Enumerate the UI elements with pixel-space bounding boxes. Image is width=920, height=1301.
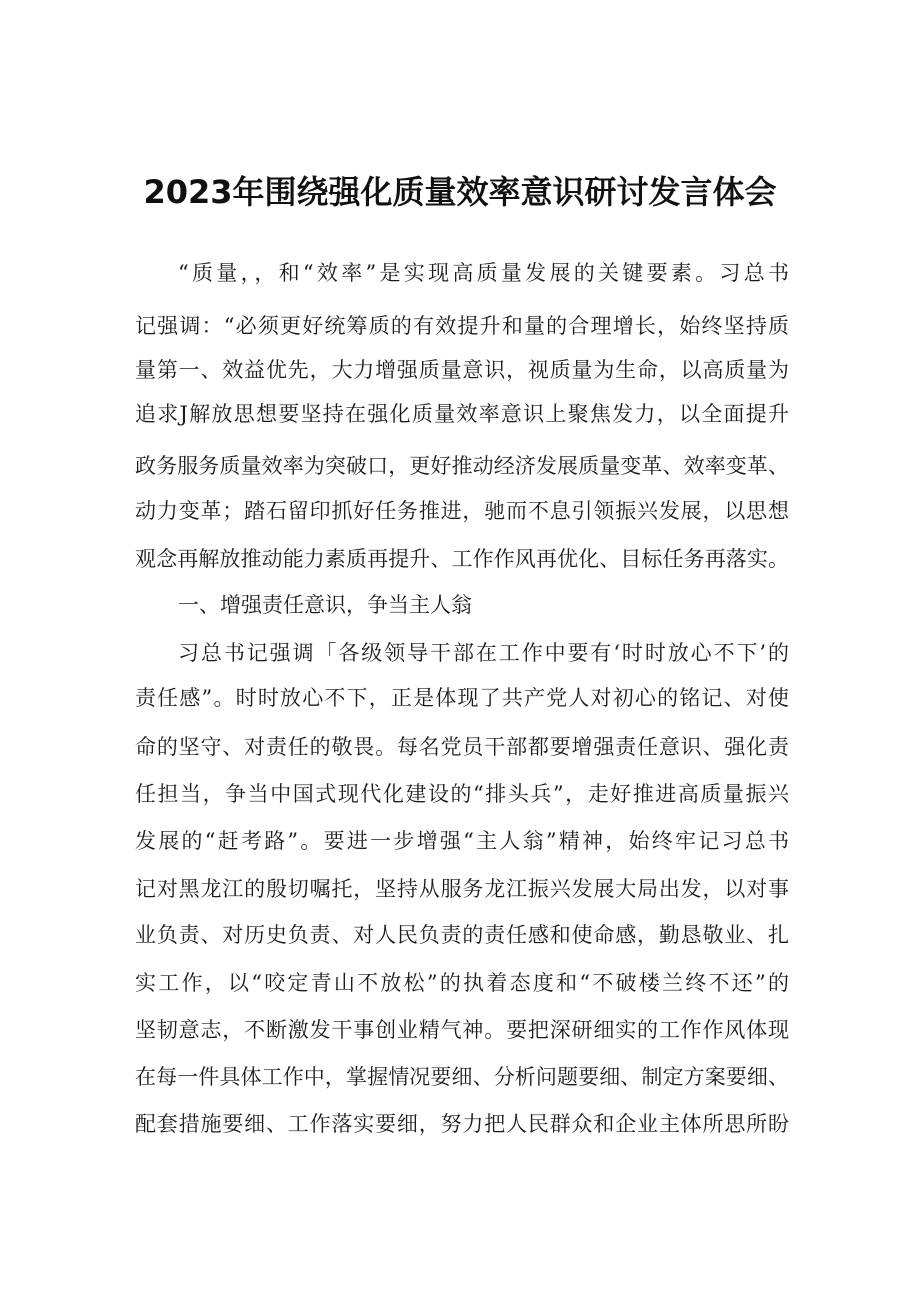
paragraph-line: 命的坚守、对责任的敬畏。每名党员干部都要增强责任意识、强化责	[135, 735, 789, 759]
section-heading: 一、增强责任意识，争当主人翁	[178, 593, 472, 617]
paragraph-line: “质量，，和“效率”是实现高质量发展的关键要素。习总书	[178, 261, 789, 285]
paragraph-line: 习总书记强调「各级领导干部在工作中要有‘时时放心不下’的	[178, 641, 789, 665]
paragraph-line: 追求J解放思想要坚持在强化质量效率意识上聚焦发力，以全面提升	[135, 402, 789, 426]
paragraph-line: 责任感”。时时放心不下，正是体现了共产党人对初心的铭记、对使	[135, 686, 789, 710]
paragraph-line: 动力变革；踏石留印抓好任务推进，驰而不息引领振兴发展，以思想	[135, 499, 789, 523]
paragraph-line: 业负责、对历史负责、对人民负责的责任感和使命感，勤恳敬业、扎	[135, 923, 789, 947]
paragraph-line: 记强调：“必须更好统筹质的有效提升和量的合理增长，始终坚持质	[135, 314, 789, 338]
paragraph-line: 在每一件具体工作中，掌握情况要细、分析问题要细、制定方案要细、	[135, 1065, 789, 1089]
paragraph-line: 配套措施要细、工作落实要细，努力把人民群众和企业主体所思所盼	[135, 1112, 789, 1136]
paragraph-line: 任担当，争当中国式现代化建设的“排头兵”，走好推进高质量振兴	[135, 782, 789, 806]
paragraph-line: 量第一、效益优先，大力增强质量意识，视质量为生命，以高质量为	[135, 358, 789, 382]
paragraph-line: 发展的“赶考路”。要进一步增强“主人翁”精神，始终牢记习总书	[135, 829, 789, 853]
paragraph-line: 记对黑龙江的殷切嘱托，坚持从服务龙江振兴发展大局出发，以对事	[135, 877, 789, 901]
paragraph-line: 实工作，以“咬定青山不放松”的执着态度和“不破楼兰终不还”的	[135, 971, 789, 995]
paragraph-line: 政务服务质量效率为突破口，更好推动经济发展质量变革、效率变革、	[135, 454, 789, 478]
paragraph-line: 坚韧意志，不断激发干事创业精气神。要把深研细实的工作作风体现	[135, 1018, 789, 1042]
paragraph-line: 观念再解放推动能力素质再提升、工作作风再优化、目标任务再落实。	[135, 547, 789, 571]
document-title: 2023年围绕强化质量效率意识研讨发言体会	[143, 173, 777, 211]
